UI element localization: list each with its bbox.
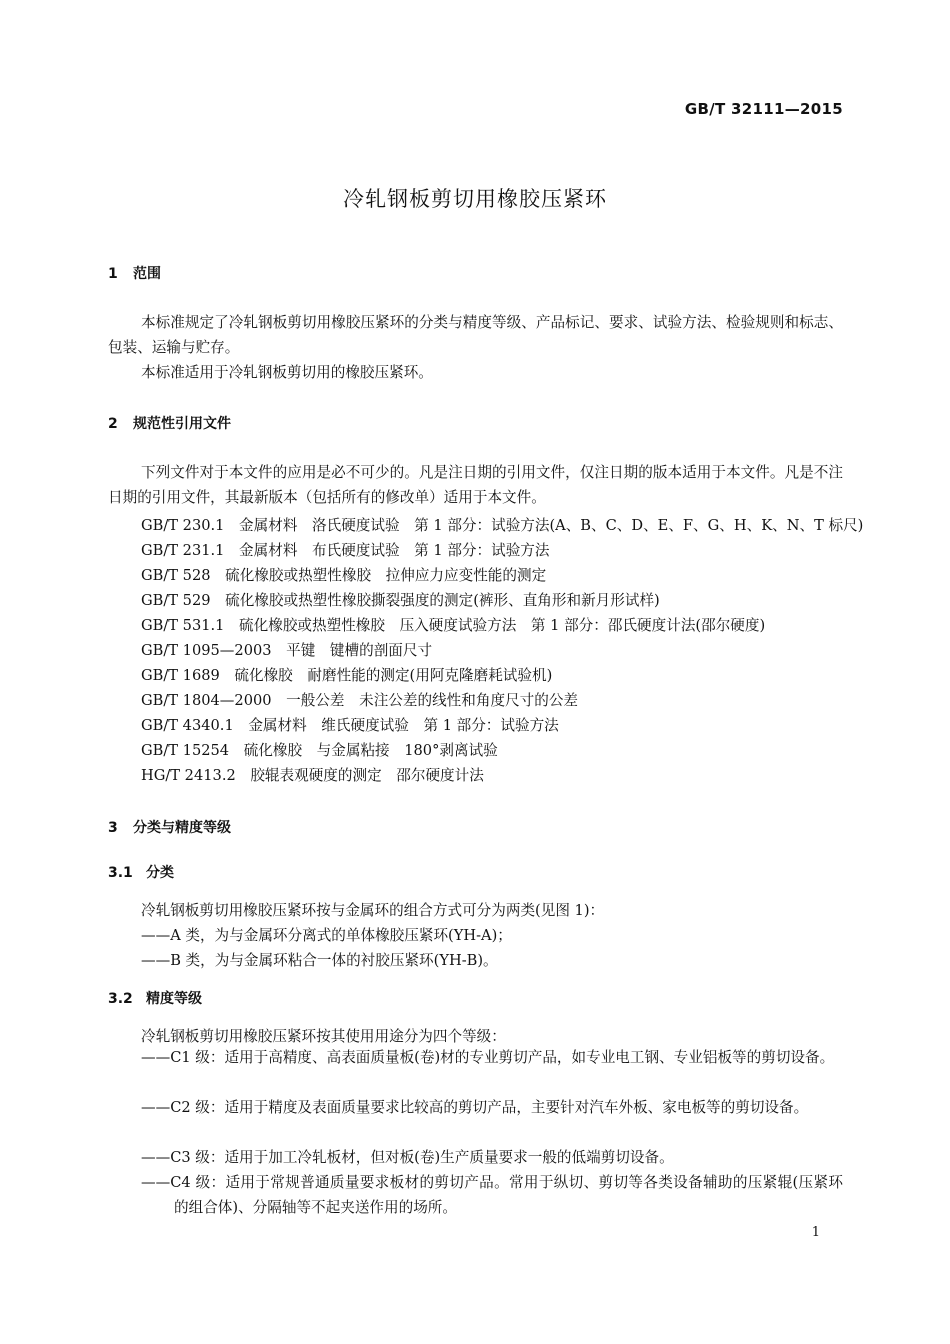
section-1-heading [108, 263, 161, 283]
grade-item: ——C1 级：适用于高精度、高表面质量板(卷)材的专业剪切产品，如专业电工钢、专业铝板等的剪切设备。 [141, 1049, 835, 1066]
section-number: 3 [108, 820, 118, 836]
reference-item: HG/T 2413.2 胶辊表观硬度的测定 邵尔硬度计法 [141, 767, 484, 784]
reference-item: GB/T 528 硫化橡胶或热塑性橡胶 拉伸应力应变性能的测定 [141, 567, 547, 584]
section-3-1-intro: 冷轧钢板剪切用橡胶压紧环按与金属环的组合方式可分为两类(见图 1)： [141, 902, 605, 919]
section-number: 3.2 [108, 991, 133, 1007]
section-title: 规范性引用文件 [133, 416, 231, 432]
document-title: 冷轧钢板剪切用橡胶压紧环 [343, 187, 607, 211]
standard-code: GB/T 32111—2015 [684, 100, 843, 118]
reference-item: GB/T 231.1 金属材料 布氏硬度试验 第 1 部分：试验方法 [141, 542, 550, 559]
section-3-2-intro: 冷轧钢板剪切用橡胶压紧环按其使用用途分为四个等级： [141, 1028, 506, 1045]
section-title: 精度等级 [146, 991, 202, 1007]
section-3-heading [108, 817, 231, 837]
section-3-2-heading [108, 988, 202, 1008]
reference-item: GB/T 531.1 硫化橡胶或热塑性橡胶 压入硬度试验方法 第 1 部分：邵氏硬度计法(邵尔硬度) [141, 617, 766, 634]
classification-item: ——B 类，为与金属环粘合一体的衬胶压紧环(YH-B)。 [141, 952, 498, 969]
section-title: 分类与精度等级 [133, 820, 231, 836]
reference-item: GB/T 529 硫化橡胶或热塑性橡胶撕裂强度的测定(裤形、直角形和新月形试样) [141, 592, 660, 609]
section-number: 1 [108, 266, 118, 282]
section-title: 范围 [133, 266, 161, 282]
section-number: 3.1 [108, 865, 133, 881]
section-1-paragraph-2: 本标准适用于冷轧钢板剪切用的橡胶压紧环。 [141, 364, 433, 381]
section-1-paragraph-1: 本标准规定了冷轧钢板剪切用橡胶压紧环的分类与精度等级、产品标记、要求、试验方法、检验规则和标志、包装、运输与贮存。 [108, 314, 843, 356]
reference-item: GB/T 1095—2003 平键 键槽的剖面尺寸 [141, 642, 433, 659]
grade-item: ——C3 级：适用于加工冷轧板材，但对板(卷)生产质量要求一般的低端剪切设备。 [141, 1149, 674, 1166]
grade-item: ——C2 级：适用于精度及表面质量要求比较高的剪切产品，主要针对汽车外板、家电板等的剪切设备。 [141, 1099, 809, 1116]
classification-item: ——A 类，为与金属环分离式的单体橡胶压紧环(YH-A)； [141, 927, 512, 944]
page-number: 1 [811, 1225, 820, 1240]
reference-item: GB/T 1689 硫化橡胶 耐磨性能的测定(用阿克隆磨耗试验机) [141, 667, 553, 684]
section-2-heading [108, 413, 231, 433]
reference-item: GB/T 1804—2000 一般公差 未注公差的线性和角度尺寸的公差 [141, 692, 579, 709]
section-title: 分类 [146, 865, 174, 881]
reference-item: GB/T 15254 硫化橡胶 与金属粘接 180°剥离试验 [141, 742, 498, 759]
section-number: 2 [108, 416, 118, 432]
grade-item: ——C4 级：适用于常规普通质量要求板材的剪切产品。常用于纵切、剪切等各类设备辅助的压紧辊(压紧环的组合体)、分隔轴等不起夹送作用的场所。 [141, 1174, 843, 1216]
section-3-1-heading [108, 862, 174, 882]
reference-item: GB/T 4340.1 金属材料 维氏硬度试验 第 1 部分：试验方法 [141, 717, 559, 734]
reference-item: GB/T 230.1 金属材料 洛氏硬度试验 第 1 部分：试验方法(A、B、C、D、E、F、G、H、K、N、T 标尺) [141, 517, 864, 534]
section-2-intro: 下列文件对于本文件的应用是必不可少的。凡是注日期的引用文件，仅注日期的版本适用于本文件。凡是不注日期的引用文件，其最新版本（包括所有的修改单）适用于本文件。 [108, 464, 843, 506]
